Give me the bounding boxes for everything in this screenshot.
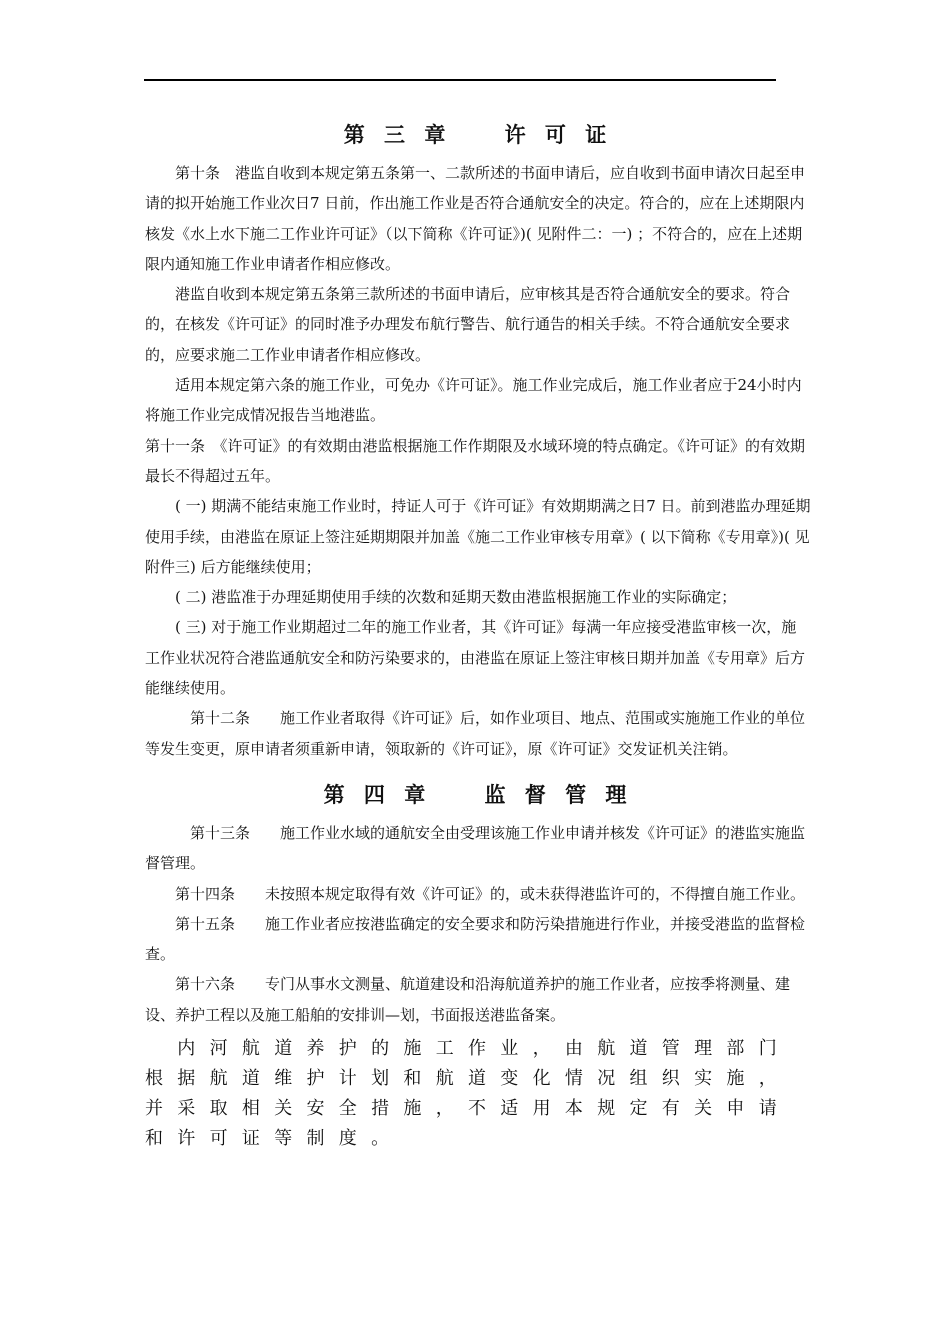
document-page xyxy=(145,118,811,1154)
article-15: 第十五条 施工作业者应按港监确定的安全要求和防污染措施进行作业，并接受港监的监督检查。 xyxy=(145,914,806,964)
article-11-item-3: ( 三) 对于施工作业期超过二年的施工作业者，其《许可证》每满一年应接受港监审核一次，施工作业状况符合港监通航安全和防污染要求的，由港监在原证上签注审核日期并加盖《专用章》后方能继续使用。 xyxy=(145,618,806,698)
chapter-4-title: 第 四 章 监 督 管 理 xyxy=(323,781,633,807)
article-10: 第十条 港监自收到本规定第五条第一、二款所述的书面申请后，应自收到书面申请次日起至申请的拟开始施工作业次日7 日前，作出施工作业是否符合通航安全的决定。符合的，应在上述期限内核发《水上水下施二工作业许可证》（以下简称《许可证》)( 见附件二：一) ；不符合的，应在上述期限内通知施工作业申请者作相应修改。 xyxy=(145,164,806,273)
article-11-item-2: ( 二) 港监准于办理延期使用手续的次数和延期天数由港监根据施工作业的实际确定； xyxy=(145,588,737,607)
chapter-3-title: 第 三 章 许 可 证 xyxy=(343,122,613,147)
article-11-item-1: ( 一) 期满不能结束施工作业时，持证人可于《许可证》有效期期满之日7 日。前到港监办理延期使用手续，由港监在原证上签注延期期限并加盖《施二工作业审核专用章》( 以下简称《专用章》)( 见附件三) 后方能继续使用； xyxy=(145,497,811,576)
article-10-para-2: 港监自收到本规定第五条第三款所述的书面申请后，应审核其是否符合通航安全的要求。符合的，在核发《许可证》的同时准予办理发布航行警告、航行通告的相关手续。不符合通航安全要求的，应要求施二工作业申请者作相应修改。 xyxy=(145,285,791,364)
article-10-para-3: 适用本规定第六条的施工作业，可免办《许可证》。施工作业完成后，施工作业者应于24小时内将施工作业完成情况报告当地港监。 xyxy=(145,376,802,425)
article-16: 第十六条 专门从事水文测量、航道建设和沿海航道养护的施工作业者，应按季将测量、建设、养护工程以及施工船舶的安排训—划，书面报送港监备案。 xyxy=(145,975,791,1024)
article-12: 第十二条 施工作业者取得《许可证》后，如作业项目、地点、范围或实施施工作业的单位等发生变更，原申请者须重新申请，领取新的《许可证》，原《许可证》交发证机关注销。 xyxy=(145,709,806,758)
article-11: 第十一条 《许可证》的有效期由港监根据施工作作期限及水域环境的特点确定。《许可证》的有效期最长不得超过五年。 xyxy=(145,436,806,485)
article-13: 第十三条 施工作业水域的通航安全由受理该施工作业申请并核发《许可证》的港监实施监督管理。 xyxy=(145,823,806,873)
header-rule xyxy=(144,79,776,81)
article-14: 第十四条 未按照本规定取得有效《许可证》的，或未获得港监许可的，不得擅自施工作业。 xyxy=(145,884,806,903)
closing-paragraph: 内河航道养护的施工作业，由航道管理部门根据航道维护计划和航道变化情况组织实施，并采取相关安全措施，不适用本规定有关申请和许可证等制度。 xyxy=(145,1038,791,1150)
